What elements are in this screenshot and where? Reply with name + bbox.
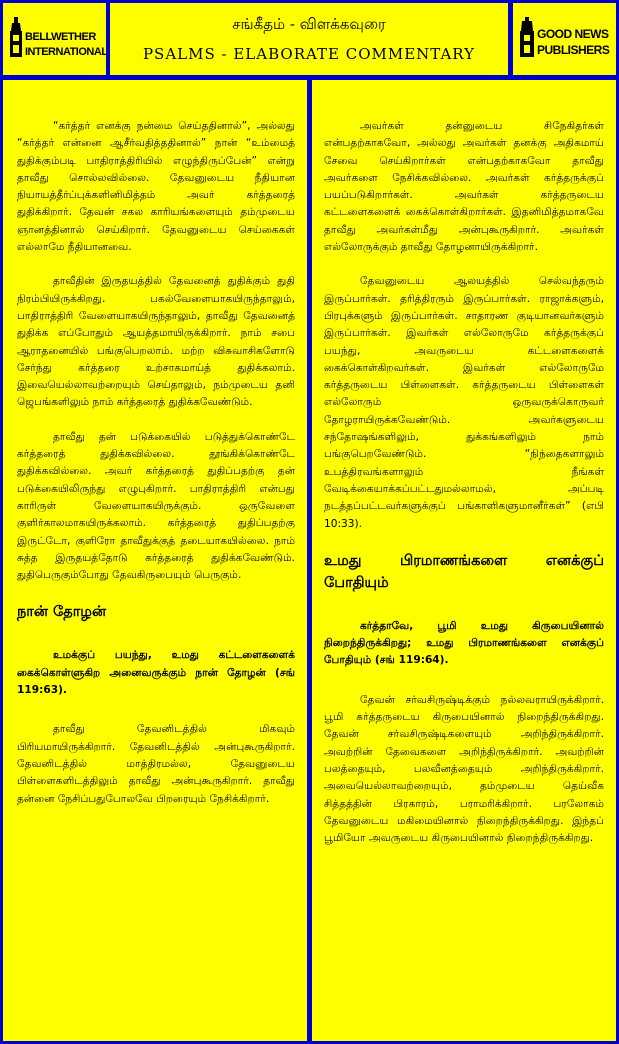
bellwether-logo-box bbox=[3, 3, 106, 75]
bellwether-logo-line2: INTERNATIONAL bbox=[25, 46, 108, 58]
title-english: PSALMS - ELABORATE COMMENTARY bbox=[142, 45, 476, 63]
left-verse: உமக்குப் பயந்து, உமது கட்டளைகளைக் கைக்கொள்ளுகிற அனைவருக்கும் நான் தோழன் (சங் 119:63). bbox=[17, 649, 295, 697]
left-section-heading: நான் தோழன் bbox=[17, 604, 107, 621]
left-paragraph-1: “கர்த்தர் எனக்கு நன்மை செய்ததினால்”, அல்லது “கர்த்தர் என்னை ஆசீர்வதித்ததினால்” நான் “உம்மைத் துதிக்கும்படி பாதிராத்திரியில் எழுந்திருப்பேன்” என்று தாவீது சொல்லவில்லை. தேவனுடைய நீதியான நியாயத்தீர்ப்புக்களினிமித்தம் அவர் கர்த்தரைத் துதிக்கிறார். தேவன் சகல காரியங்களையும் தம்முடைய ஞானத்தினால் செய்கிறார். தேவனுடைய செய்கைகள் எல்லாமே நீதியானவை. bbox=[17, 120, 295, 254]
left-column bbox=[3, 80, 307, 1041]
right-column bbox=[312, 80, 616, 1041]
right-section-heading: உமது பிரமாணங்களை எனக்குப் போதியும் bbox=[324, 552, 604, 591]
right-verse: கர்த்தாவே, பூமி உமது கிருபையினால் நிறைந்திருக்கிறது; உமது பிரமாணங்களை எனக்குப் போதியும் (சங் 119:64). bbox=[324, 619, 604, 667]
left-paragraph-3: தாவீது தன் படுக்கையில் படுத்துக்கொண்டே கர்த்தரைத் துதிக்கவில்லை. தூங்கிக்கொண்டே துதிக்கவில்லை. அவர் கர்த்தரைத் துதிப்பதற்கு தன் படுக்கையிலிருந்து எழுபுகிறார். பாதிராத்திரி என்பது காரிருள் வேளையாகயிருக்கும். ஒருவேளை குளிர்காலமாகயிருக்கலாம். கர்த்தரைத் துதிப்பதற்கு இருட்டோ, குளிரோ தாவீதுக்குத் தடையாகயில்லை. நாம் சுத்த இருதயத்தோடு கர்த்தரைத் துதிக்கவேண்டும். துதிபெருகும்போது தேவகிருபையும் பெருகும். bbox=[17, 430, 295, 582]
good-news-logo-box bbox=[513, 3, 616, 75]
bellwether-logo bbox=[9, 17, 108, 61]
right-paragraph-3: தேவன் சர்வசிருஷ்டிக்கும் நல்லவராயிருக்கிறார். பூமி கர்த்தருடைய கிருபையினால் நிறைந்திருக்கிறது. தேவன் சர்வசிருஷ்டிகளையும் அறிந்திருக்கிறார். அவற்றின் தேவைகளை அறிந்திருக்கிறார். அவற்றின் பலத்தையும், பலவீனத்தையும் அறிந்திருக்கிறார். அவையெல்லாவற்றையும், தம்முடைய தெய்வீக சித்தத்தின் பிரகாரம், பராமரிக்கிறார். பரலோகம் தேவனுடைய மகிமையினால் நிறைந்திருக்கிறது. இந்தப் பூமியோ அவருடைய கிருபையினால் நிறைந்திருக்கிறது. bbox=[324, 693, 604, 845]
good-news-logo-line2: PUBLISHERS bbox=[537, 43, 610, 57]
good-news-logo bbox=[519, 17, 611, 61]
right-paragraph-2: தேவனுடைய ஆலயத்தில் செல்வந்தரும் இருப்பார்கள். தரித்திரரும் இருப்பார்கள். ராஜாக்களும், பிரபுக்களும் இருப்பார்கள். சாதாரண குடியானவர்களும் இருப்பார்கள். இவர்கள் எல்லோருமே கர்த்தருக்குப் பயந்து, அவருடைய கட்டளைகளைக் கைக்கொள்கிறவர்கள். இவர்கள் எல்லோருமே கர்த்தருடைய பிள்ளைகள். கர்த்தருடைய பிள்ளைகள் எல்லோரும் ஒருவருக்கொருவர் தோழராயிருக்கவேண்டும். அவர்களுடைய சந்தோஷங்களிலும், துக்கங்களிலும் நாம் பங்குபெறவேண்டும். “நிந்தைகளாலும் உபத்திரவங்களாலும் நீங்கள் வேடிக்கையாக்கப்பட்டதுமல்லாமல், அப்படி நடத்தப்பட்டவர்களுக்குப் பங்காளிகளுமானீர்கள்” (எபி 10:33). bbox=[324, 275, 604, 530]
left-paragraph-2: தாவீதின் இருதயத்தில் தேவனைத் துதிக்கும் துதி நிரம்பியிருக்கிறது. பகல்வேளையாகயிருந்தாலும், பாதிராத்திரி வேளையாகயிருந்தாலும், தாவீது தேவனைத் துதிக்க எப்போதும் ஆயத்தமாயிருக்கிறார். நாம் சபை ஆராதனையில் பங்குபெறலாம். மற்ற விசுவாசிகளோடு சேர்ந்து கர்த்தரை உற்சாகமாய்த் துதிக்கலாம். இவையெல்லாவற்றையும் செய்தாலும், நம்முடைய தனி ஜெபங்களிலும் நாம் கர்த்தரைத் துதிக்கவேண்டும். bbox=[17, 275, 295, 409]
right-paragraph-1: அவர்கள் தன்னுடைய சிநேகிதர்கள் என்பதற்காகவோ, அல்லது அவர்கள் தனக்கு அதிகமாய் சேவை செய்கிறார்கள் என்பதற்காகவோ தாவீது அவர்களை நேசிக்கவில்லை. அவர்கள் கர்த்தருக்குப் பயப்படுகிறார்கள். அவர்கள் கர்த்தருடைய கட்டளைகளைக் கைக்கொள்கிறார்கள். இதனிமித்தமாகவே தாவீது அவர்கள்மீது அன்புகூருகிறார். அவர்கள் எல்லோருக்கும் தாவீது தோழனாயிருக்கிறார். bbox=[324, 120, 604, 254]
left-paragraph-4: தாவீது தேவனிடத்தில் மிகவும் பிரியமாயிருக்கிறார். தேவனிடத்தில் அன்புகூருகிறார். தேவனிடத்தில் மாத்திரமல்ல, தேவனுடைய பிள்ளைகளிடத்திலும் தாவீது அன்புகூருகிறார். தாவீது தன்னை நேசிப்பதுபோலவே பிறரையும் நேசிக்கிறார். bbox=[17, 723, 295, 805]
tower-icon bbox=[519, 17, 535, 59]
good-news-logo-line1: GOOD NEWS bbox=[537, 27, 609, 41]
title-box bbox=[110, 3, 508, 75]
bell-tower-icon bbox=[9, 17, 23, 59]
bellwether-logo-line1: BELLWETHER bbox=[25, 31, 96, 43]
title-tamil: சங்கீதம் - விளக்கவுரை bbox=[232, 15, 386, 33]
